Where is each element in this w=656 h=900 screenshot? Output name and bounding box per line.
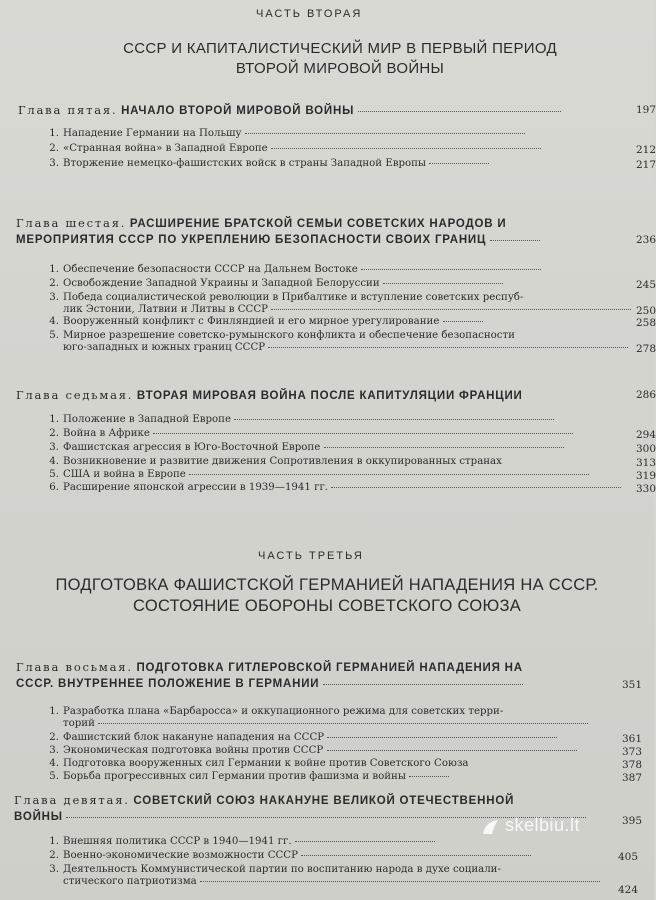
part-label: ЧАСТЬ ТРЕТЬЯ bbox=[258, 550, 364, 562]
chapter-lead: Глава шестая. bbox=[16, 216, 127, 230]
chapter-heading-cont: ВОЙНЫ bbox=[14, 809, 586, 825]
toc-item-cont: торий bbox=[63, 718, 588, 730]
toc-item-cont: стического патриотизма bbox=[63, 876, 600, 888]
toc-item: 1. Положение в Западной Европе bbox=[44, 414, 554, 426]
page-number: 197 bbox=[636, 104, 656, 116]
toc-item-cont: лик Эстонии, Латвии и Литвы в СССР bbox=[63, 304, 631, 316]
chapter-lead: Глава восьмая. bbox=[16, 660, 133, 674]
toc-item: 5. США и война в Европе bbox=[44, 469, 589, 481]
toc-item: 3. Вторжение немецко-фашистских войск в страны Западной Европы bbox=[44, 158, 489, 170]
page-number: 319 bbox=[636, 470, 656, 482]
skelbiu-logo-icon bbox=[480, 816, 502, 838]
toc-item: 2. «Странная война» в Западной Европе bbox=[44, 143, 541, 155]
toc-item: 4. Вооруженный конфликт с Финляндией и его мирное урегулирование bbox=[44, 316, 483, 328]
toc-item: 5. Мирное разрешение советско-румынского конфликта и обеспечение безопасности bbox=[49, 330, 515, 341]
page-number: 395 bbox=[622, 815, 643, 827]
page-number: 294 bbox=[636, 429, 656, 441]
chapter-title: СОВЕТСКИЙ СОЮЗ НАКАНУНЕ ВЕЛИКОЙ ОТЕЧЕСТВЕННОЙ bbox=[133, 795, 515, 807]
page-number: 250 bbox=[636, 305, 656, 317]
toc-item: 4. Подготовка вооруженных сил Германии к войне против Советского Союза bbox=[49, 758, 469, 769]
chapter-heading bbox=[18, 103, 561, 119]
page-number: 361 bbox=[622, 733, 643, 745]
toc-item: 6. Расширение японской агрессии в 1939—1941 гг. bbox=[44, 482, 621, 494]
chapter-heading bbox=[16, 660, 523, 676]
page-number: 300 bbox=[636, 443, 656, 455]
chapter-lead: Глава девятая. bbox=[14, 793, 130, 807]
page-number: 245 bbox=[636, 279, 656, 291]
part-title bbox=[14, 575, 640, 617]
toc-item: 5. Борьба прогрессивных сил Германии против фашизма и войны bbox=[44, 771, 449, 783]
page-number: 278 bbox=[636, 343, 656, 355]
toc-item: 3. Экономическая подготовка войны против СССР bbox=[44, 745, 577, 757]
toc-item: 1. Внешняя политика СССР в 1940—1941 гг. bbox=[44, 836, 435, 848]
chapter-heading bbox=[14, 793, 514, 809]
toc-item: 2. Освобождение Западной Украины и Западной Белоруссии bbox=[44, 278, 503, 290]
chapter-title: ВТОРАЯ МИРОВАЯ ВОЙНА ПОСЛЕ КАПИТУЛЯЦИИ ФРАНЦИИ bbox=[136, 390, 523, 402]
part-title-line: ВТОРОЙ МИРОВОЙ ВОЙНЫ bbox=[235, 60, 445, 77]
page-number: 387 bbox=[622, 772, 643, 784]
chapter-heading bbox=[16, 216, 506, 232]
toc-item: 2. Война в Африке bbox=[44, 428, 573, 440]
toc-item: 1. Нападение Германии на Польшу bbox=[44, 128, 525, 140]
toc-item: 3. Деятельность Коммунистической партии по воспитанию народа в духе социали- bbox=[49, 864, 501, 875]
chapter-lead: Глава седьмая. bbox=[16, 388, 134, 402]
page-number: 286 bbox=[636, 389, 656, 401]
part-title-line: СССР И КАПИТАЛИСТИЧЕСКИЙ МИР В ПЕРВЫЙ ПЕРИОД bbox=[123, 40, 557, 57]
page-number: 217 bbox=[636, 159, 656, 171]
page-number: 236 bbox=[636, 234, 656, 246]
toc-item: 3. Фашистская агрессия в Юго-Восточной Европе bbox=[44, 442, 564, 454]
page-number: 351 bbox=[622, 679, 643, 691]
chapter-heading-cont: СССР. ВНУТРЕННЕЕ ПОЛОЖЕНИЕ В ГЕРМАНИИ bbox=[16, 676, 523, 692]
toc-item: 1. Разработка плана «Барбаросса» и оккупационного режима для советских терри- bbox=[49, 706, 504, 717]
page-number: 212 bbox=[636, 144, 656, 156]
page-number: 424 bbox=[618, 884, 639, 896]
part-label: ЧАСТЬ ВТОРАЯ bbox=[256, 8, 363, 20]
page-number: 378 bbox=[622, 759, 643, 771]
page-number: 258 bbox=[636, 317, 656, 329]
chapter-title: ПОДГОТОВКА ГИТЛЕРОВСКОЙ ГЕРМАНИЕЙ НАПАДЕНИЯ НА bbox=[136, 662, 523, 674]
chapter-title: НАЧАЛО ВТОРОЙ МИРОВОЙ ВОЙНЫ bbox=[121, 105, 355, 117]
toc-item: 3. Победа социалистической революции в Прибалтике и вступление советских респуб- bbox=[49, 292, 524, 303]
chapter-title: РАСШИРЕНИЕ БРАТСКОЙ СЕМЬИ СОВЕТСКИХ НАРОДОВ И bbox=[129, 218, 507, 230]
watermark: skelbiu.lt bbox=[505, 815, 581, 835]
chapter-heading bbox=[16, 388, 523, 404]
chapter-lead: Глава пятая. bbox=[18, 103, 118, 117]
toc-item: 4. Возникновение и развитие движения Сопротивления в оккупированных странах bbox=[49, 456, 502, 467]
page-number: 373 bbox=[622, 746, 643, 758]
toc-item-cont: юго-западных и южных границ СССР bbox=[63, 342, 628, 354]
page-number: 313 bbox=[636, 457, 656, 469]
part-title-line: СОСТОЯНИЕ ОБОРОНЫ СОВЕТСКОГО СОЮЗА bbox=[132, 597, 522, 615]
toc-item: 2. Военно-экономические возможности СССР bbox=[44, 850, 531, 862]
toc-item: 1. Обеспечение безопасности СССР на Дальнем Востоке bbox=[44, 264, 541, 276]
toc-item: 2. Фашистский блок накануне нападения на СССР bbox=[44, 732, 557, 744]
part-title-line: ПОДГОТОВКА ФАШИСТСКОЙ ГЕРМАНИЕЙ НАПАДЕНИЯ НА СССР. bbox=[55, 576, 599, 594]
part-title bbox=[40, 39, 640, 79]
page-number: 405 bbox=[618, 851, 639, 863]
page-number: 330 bbox=[636, 483, 656, 495]
chapter-heading-cont: МЕРОПРИЯТИЯ СССР ПО УКРЕПЛЕНИЮ БЕЗОПАСНОСТИ СВОИХ ГРАНИЦ bbox=[16, 232, 540, 248]
